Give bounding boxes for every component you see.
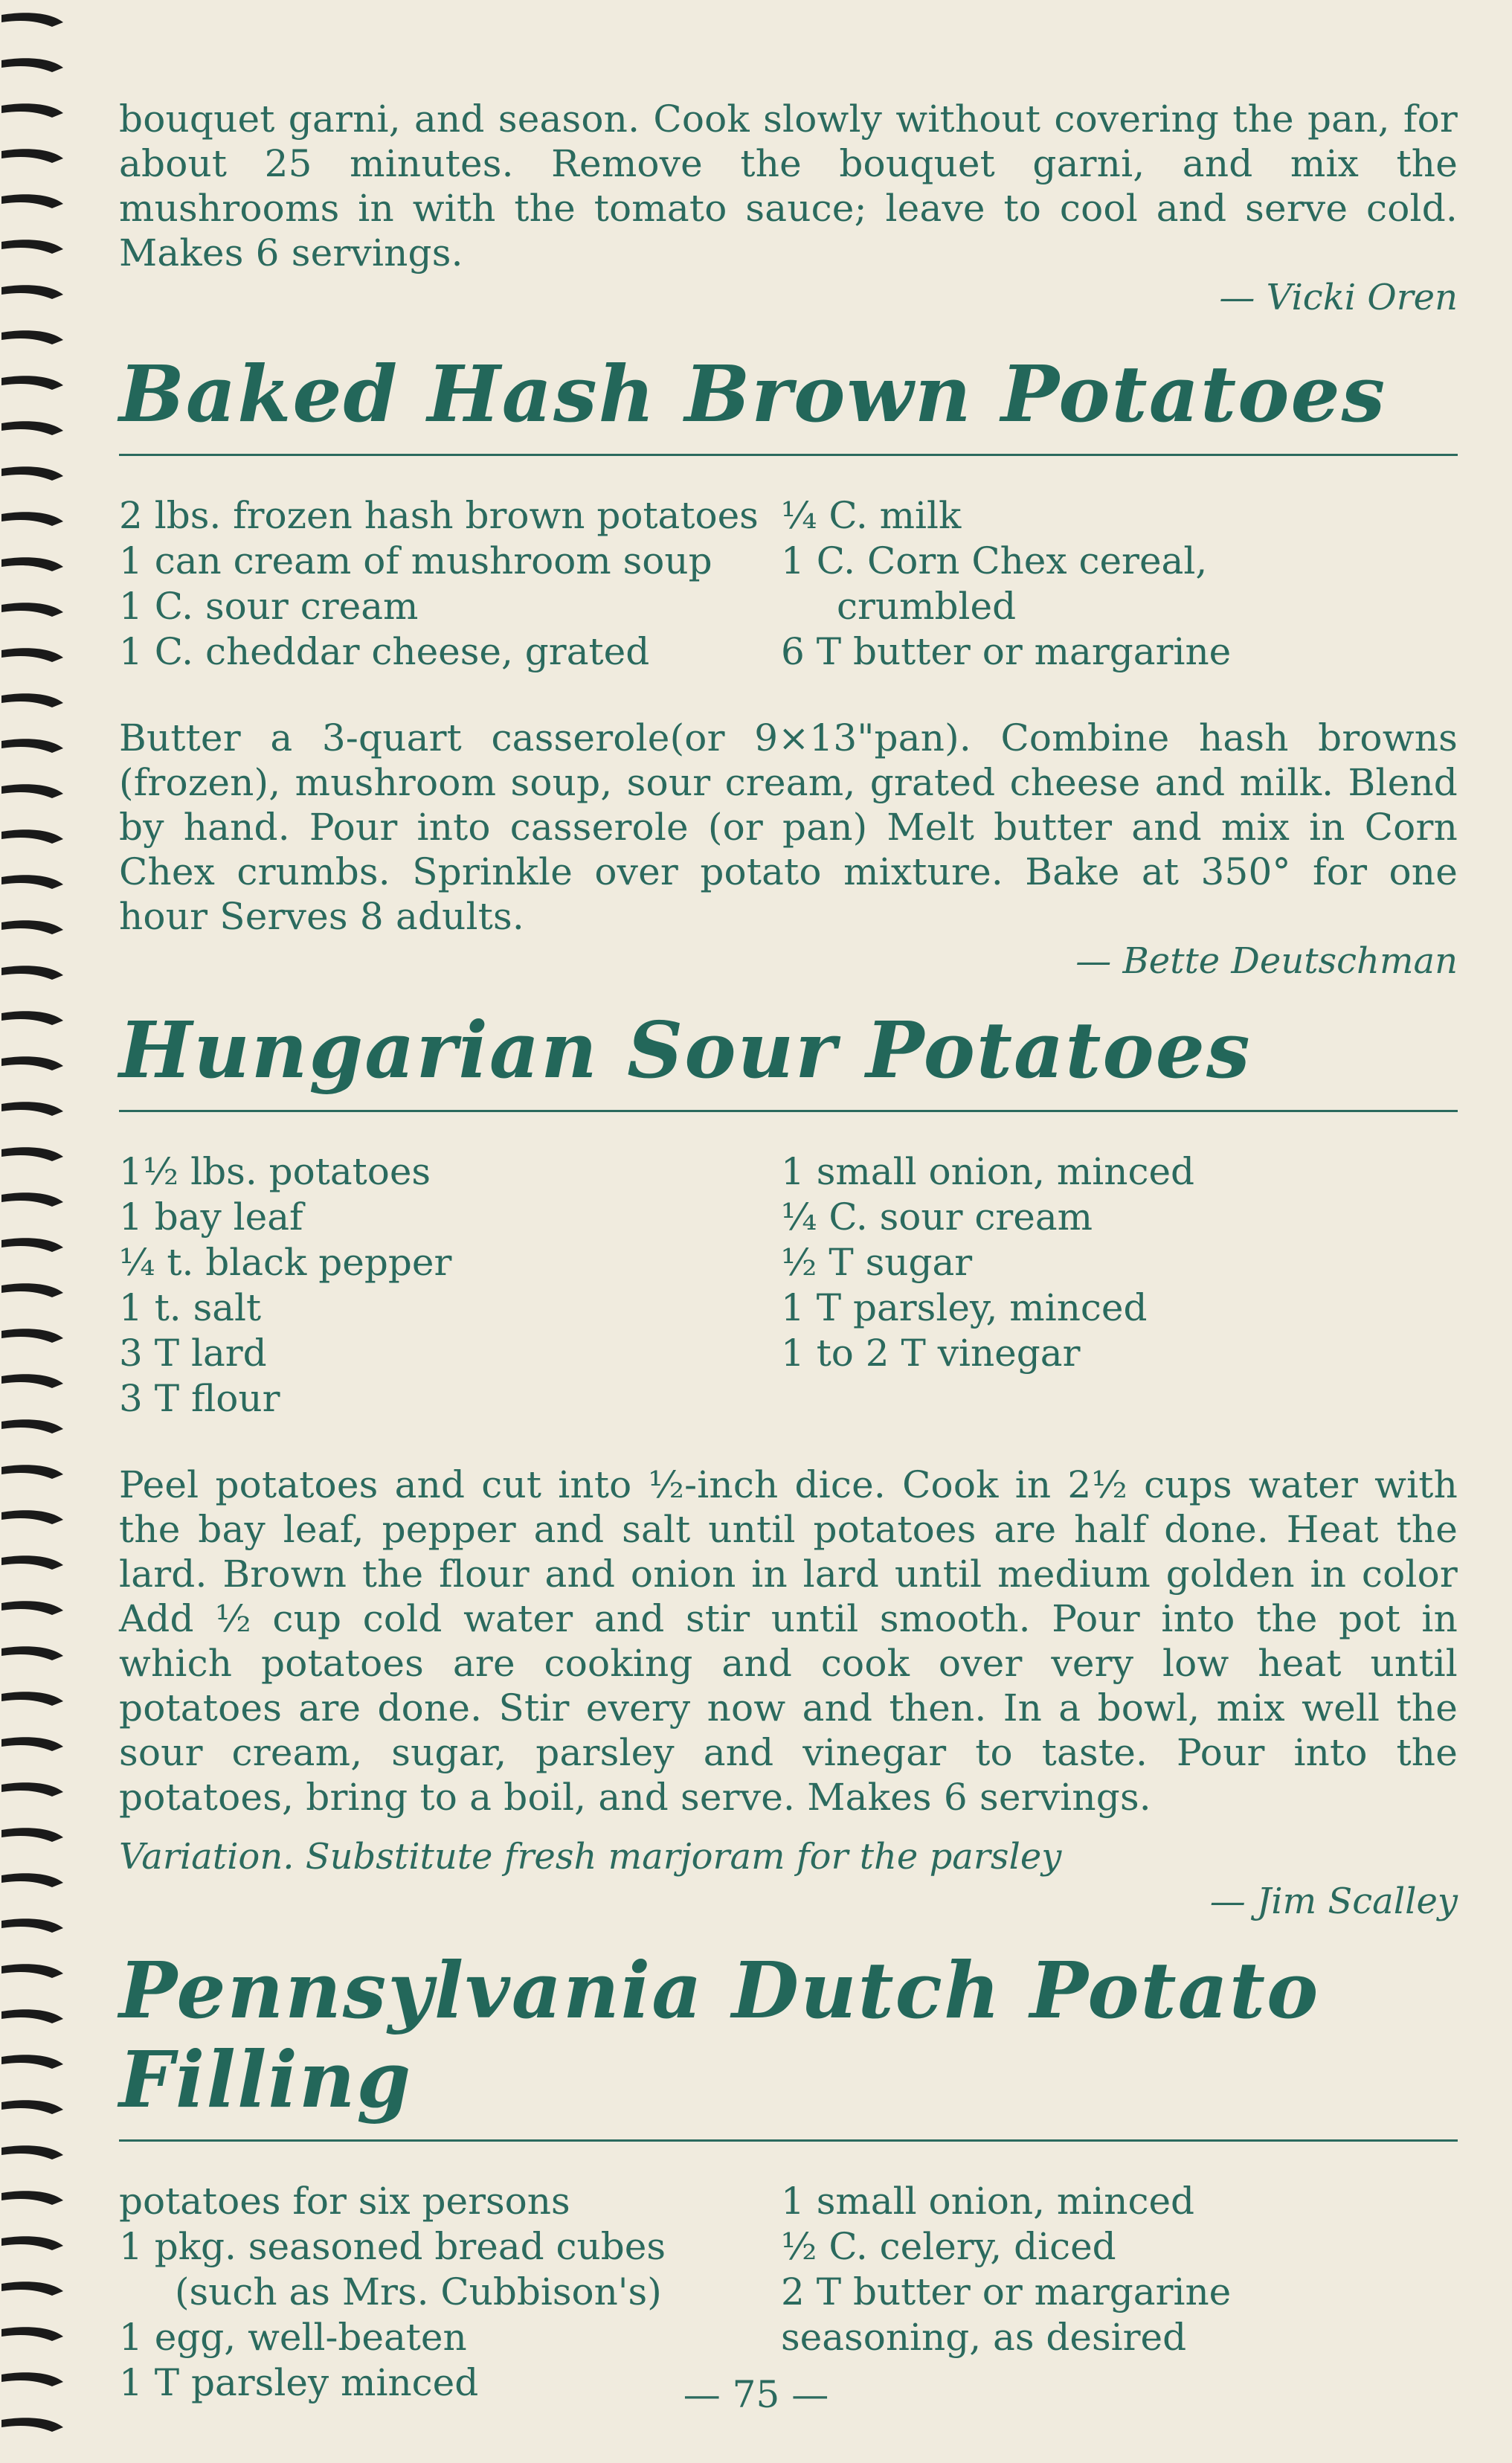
ingredient: seasoning, as desired [781,2316,1187,2359]
page-content [119,97,1458,2406]
spiral-coil [1,58,63,72]
ingredient: 2 T butter or margarine [781,2270,1232,2313]
directions-hungarian-sour: Peel potatoes and cut into ½-inch dice. Cook in 2½ cups water with the bay leaf, pepper and salt until potatoes are half done. Heat the lard. Brown the flour and onion in lard until medium golden in color Add ½ cup cold water and stir until smooth. Pour into the pot in which potatoes are cooking and cook over very low heat until potatoes are done. Stir every now and then. In a bowl, mix well the sour cream, sugar, parsley and vinegar to taste. Pour into the potatoes, bring to a boil, and serve. Makes 6 servings. [119,1463,1458,1819]
spiral-coil [1,648,63,662]
ingredient: (such as Mrs. Cubbison's) [175,2270,662,2313]
spiral-coil [1,784,63,798]
spiral-coil [1,13,63,27]
ingredient: 3 T flour [119,1377,280,1420]
spiral-coil [1,2145,63,2159]
spiral-coil [1,1692,63,1706]
ingredient: 1 C. cheddar cheese, grated [119,630,650,673]
ingredient: potatoes for six persons [119,2180,570,2223]
ingredient: 3 T lard [119,1332,267,1375]
spiral-coil [1,1646,63,1660]
credit-baked-hash-brown: — Bette Deutschman [1075,940,1458,982]
ingredient: 1 C. sour cream [119,585,419,628]
spiral-coil [1,1011,63,1025]
spiral-coil [1,1782,63,1796]
recipe-title-baked-hash-brown: Baked Hash Brown Potatoes [119,348,1387,440]
intro-credit: — Vicki Oren [1219,277,1458,318]
spiral-coil [1,739,63,753]
ingredient: 1 to 2 T vinegar [781,1332,1081,1375]
ingredient: ¼ C. sour cream [781,1195,1093,1239]
spiral-coil [1,1056,63,1070]
ingredient: ½ T sugar [781,1241,973,1284]
spiral-coil [1,1329,63,1343]
spiral-coil [1,376,63,390]
ingredient: 1 small onion, minced [781,1150,1195,1193]
ingredient: 1 T parsley, minced [781,1286,1148,1329]
directions-baked-hash-brown: Butter a 3-quart casserole(or 9×13"pan). Combine hash browns (frozen), mushroom soup, sour cream, grated cheese and milk. Blend by hand. Pour into casserole (or pan) Melt butter and mix in Corn Chex crumbs. Sprinkle over potato mixture. Bake at 350° for one hour Serves 8 adults. [119,716,1458,938]
spiral-coil [1,1374,63,1388]
spiral-coil [1,1283,63,1297]
spiral-coil [1,557,63,571]
ingredients-right [781,493,1443,675]
credit-hungarian-sour: — Jim Scalley [1209,1881,1458,1922]
spiral-coil [1,466,63,481]
spiral-coil [1,603,63,617]
ingredient: 1 C. Corn Chex cereal, [781,539,1208,582]
ingredients-right [781,1149,1443,1422]
spiral-coil [1,1147,63,1161]
ingredient: 1 pkg. seasoned bread cubes [119,2225,666,2268]
spiral-coil [1,240,63,254]
divider [119,2139,1458,2142]
spiral-coil [1,1737,63,1751]
spiral-coil [1,2191,63,2205]
spiral-coil [1,103,63,118]
spiral-coil [1,2100,63,2114]
spiral-coil [1,1419,63,1433]
spiral-coil [1,512,63,526]
spiral-coil [1,1601,63,1615]
ingredient: ¼ t. black pepper [119,1241,452,1284]
spiral-coil [1,421,63,435]
spiral-coil [1,1192,63,1207]
ingredient: ¼ C. milk [781,494,962,537]
variation-note: Variation. Substitute fresh marjoram for the parsley [119,1836,1062,1878]
ingredients-pennsylvania-dutch [119,2179,1458,2406]
ingredient: 6 T butter or margarine [781,630,1232,673]
spiral-coil [1,2327,63,2341]
ingredient: 1 small onion, minced [781,2180,1195,2223]
spiral-coil [1,149,63,163]
ingredient: crumbled [837,585,1017,628]
ingredients-baked-hash-brown [119,493,1458,675]
ingredients-left [119,2179,781,2406]
spiral-coil [1,1465,63,1479]
spiral-coil [1,1102,63,1116]
ingredient: ½ C. celery, diced [781,2225,1116,2268]
spiral-binding [0,0,82,2463]
page-number: — 75 — [683,2373,829,2416]
spiral-coil [1,1918,63,1933]
ingredients-left [119,1149,781,1422]
ingredient: 1½ lbs. potatoes [119,1150,431,1193]
spiral-coil [1,2236,63,2250]
spiral-coil [1,330,63,344]
divider [119,454,1458,456]
spiral-coil [1,1238,63,1252]
recipe-title-pennsylvania-dutch: Pennsylvania Dutch Potato Filling [119,1945,1320,2125]
ingredient: 2 lbs. frozen hash brown potatoes [119,494,759,537]
spiral-coil [1,693,63,707]
ingredient: 1 egg, well-beaten [119,2316,467,2359]
spiral-coil [1,2055,63,2069]
intro-text: bouquet garni, and season. Cook slowly without covering the pan, for about 25 minutes. Remove the bouquet garni, and mix the mushrooms in with the tomato sauce; leave to cool and serve cold. Makes 6 servings. [119,97,1458,274]
ingredient: 1 T parsley minced [119,2361,479,2404]
recipe-title-hungarian-sour: Hungarian Sour Potatoes [119,1004,1252,1096]
spiral-coil [1,829,63,844]
spiral-coil [1,1555,63,1570]
spiral-coil [1,1510,63,1524]
ingredients-right [781,2179,1443,2406]
spiral-coil [1,2281,63,2296]
spiral-coil [1,285,63,299]
spiral-coil [1,875,63,889]
ingredients-left [119,493,781,675]
spiral-coil [1,1964,63,1978]
ingredients-hungarian-sour [119,1149,1458,1422]
spiral-coil [1,966,63,980]
divider [119,1110,1458,1112]
spiral-coil [1,2009,63,2023]
spiral-coil [1,194,63,208]
spiral-coil [1,1873,63,1887]
spiral-coil [1,1828,63,1842]
spiral-coil [1,920,63,934]
spiral-coil [1,2418,63,2432]
ingredient: 1 t. salt [119,1286,262,1329]
ingredient: 1 can cream of mushroom soup [119,539,712,582]
ingredient: 1 bay leaf [119,1195,303,1239]
